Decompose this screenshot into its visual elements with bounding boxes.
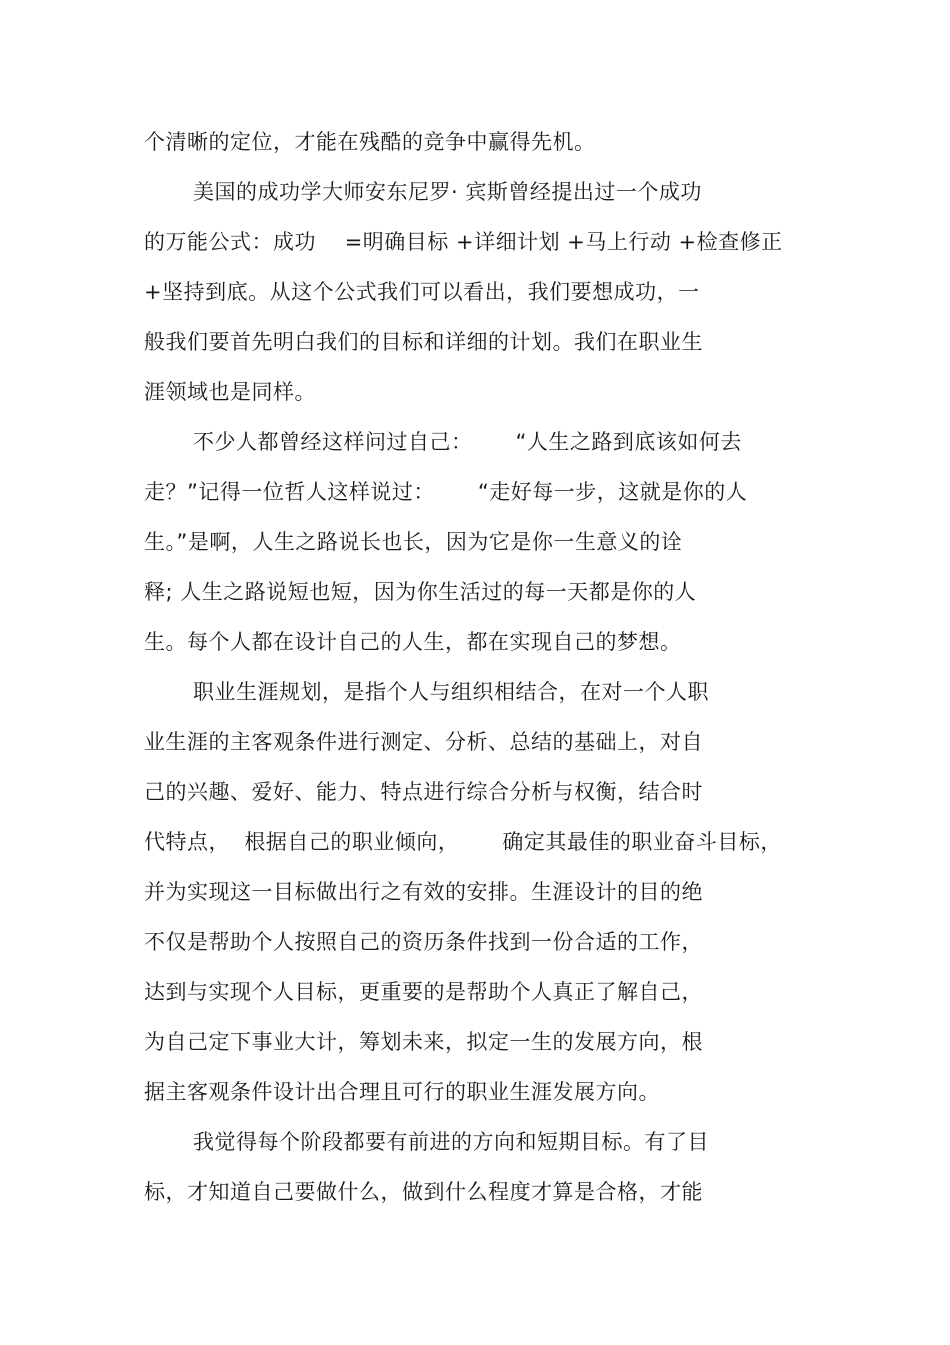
text-line: 职业生涯规划，是指个人与组织相结合，在对一个人职: [193, 680, 709, 704]
text-line: 为自己定下事业大计，筹划未来，拟定一生的发展方向，根: [144, 1030, 703, 1054]
text-line: 般我们要首先明白我们的目标和详细的计划。我们在职业生: [144, 330, 703, 354]
text-line: 我觉得每个阶段都要有前进的方向和短期目标。有了目: [193, 1130, 709, 1154]
text-line: 不少人都曾经这样问过自己： “人生之路到底该如何去: [193, 430, 742, 454]
text-line: 走？”记得一位哲人这样说过： “走好每一步，这就是你的人: [144, 480, 748, 504]
text-line: 的万能公式：成功 =明确目标 +详细计划 +马上行动 +检查修正: [144, 230, 783, 254]
text-line: 业生涯的主客观条件进行测定、分析、总结的基础上，对自: [144, 730, 703, 754]
text-line: +坚持到底。从这个公式我们可以看出，我们要想成功，一: [144, 280, 700, 304]
text-line: 不仅是帮助个人按照自己的资历条件找到一份合适的工作，: [144, 930, 703, 954]
text-line: 生。”是啊，人生之路说长也长，因为它是你一生意义的诠: [144, 530, 683, 554]
text-line: 标，才知道自己要做什么，做到什么程度才算是合格，才能: [144, 1180, 703, 1204]
text-line: 涯领域也是同样。: [144, 380, 316, 404]
text-line: 生。每个人都在设计自己的人生，都在实现自己的梦想。: [144, 630, 682, 654]
text-line: 达到与实现个人目标，更重要的是帮助个人真正了解自己，: [144, 980, 703, 1004]
text-line: 据主客观条件设计出合理且可行的职业生涯发展方向。: [144, 1080, 660, 1104]
text-line: 己的兴趣、爱好、能力、特点进行综合分析与权衡，结合时: [144, 780, 703, 804]
text-line: 美国的成功学大师安东尼罗· 宾斯曾经提出过一个成功: [193, 180, 702, 204]
text-line: 代特点， 根据自己的职业倾向， 确定其最佳的职业奋斗目标，: [144, 830, 782, 854]
text-line: 并为实现这一目标做出行之有效的安排。生涯设计的目的绝: [144, 880, 703, 904]
text-line: 个清晰的定位，才能在残酷的竞争中赢得先机。: [144, 130, 596, 154]
text-line: 释; 人生之路说短也短，因为你生活过的每一天都是你的人: [144, 580, 697, 604]
